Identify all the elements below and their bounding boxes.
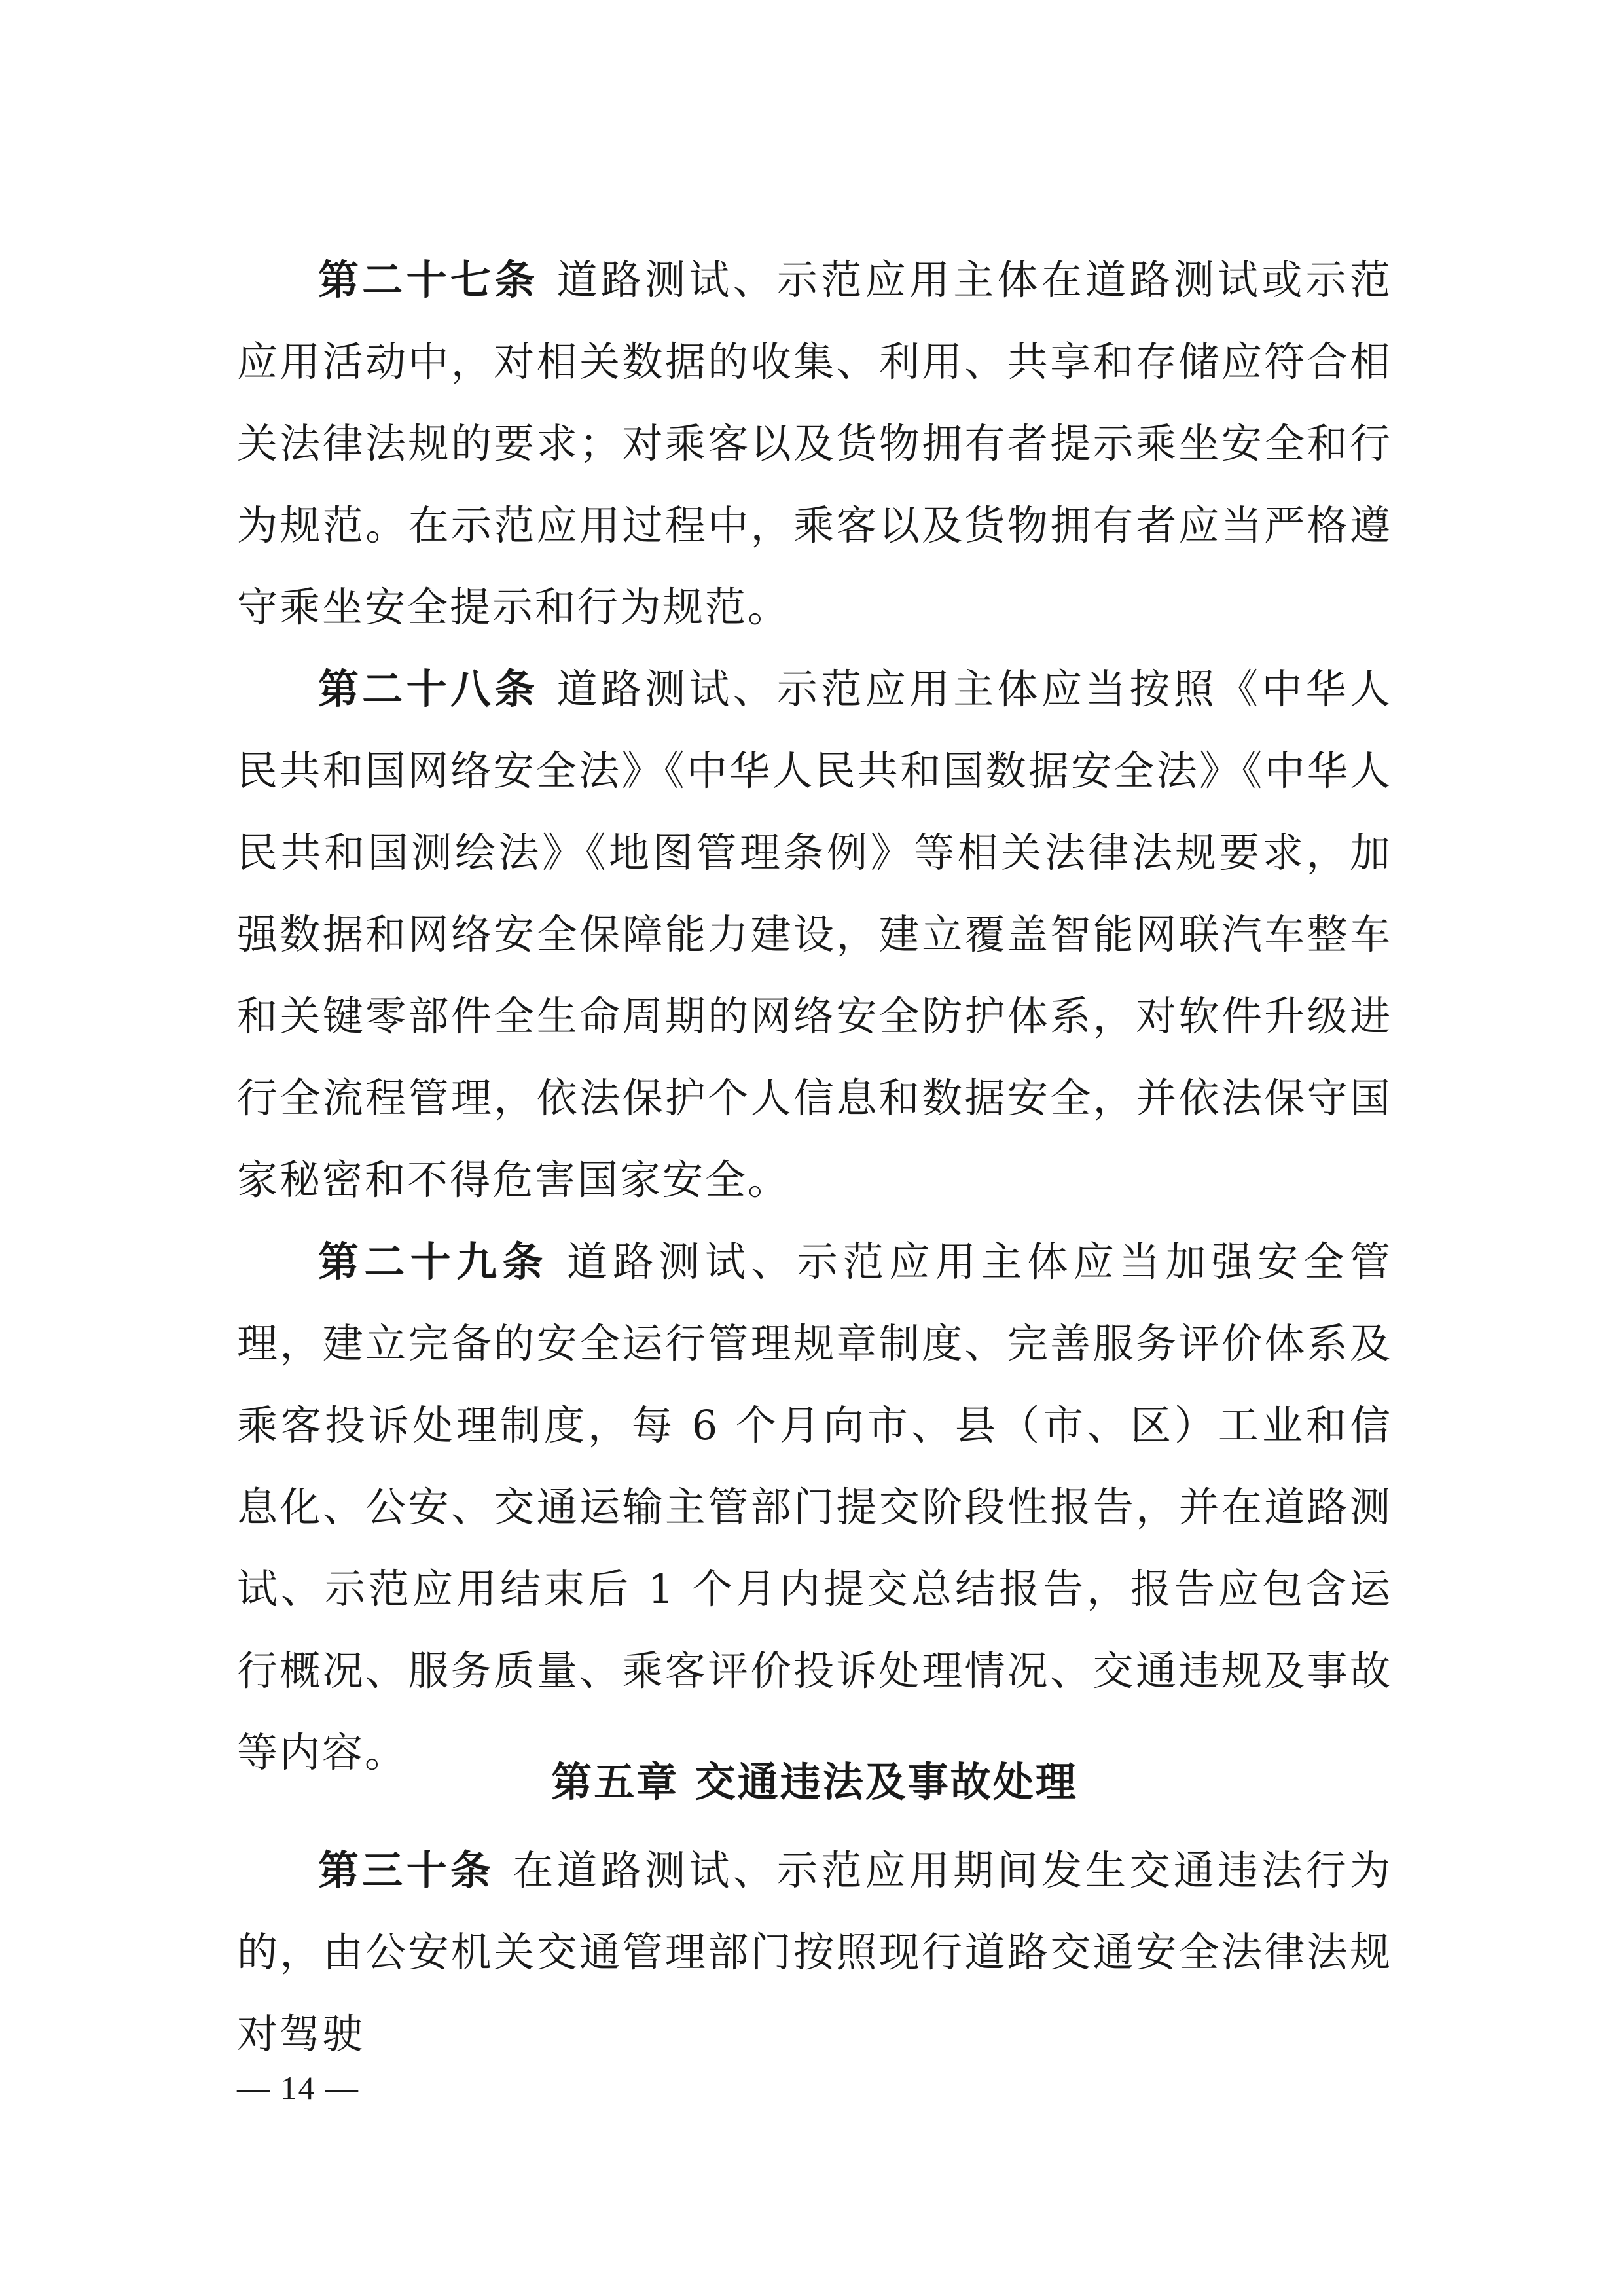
article-29: [237, 1221, 1392, 1793]
article-27: [237, 239, 1392, 648]
article-28: [237, 648, 1392, 1221]
articles-bottom: [237, 1829, 1392, 2075]
article-30-body: 在道路测试、示范应用期间发生交通违法行为的，由公安机关交通管理部门按照现行道路交通安全法律法规对驾驶: [237, 1846, 1392, 2058]
article-27-heading: 第二十七条: [318, 256, 539, 304]
articles-top: [237, 239, 1392, 1793]
article-28-body: 道路测试、示范应用主体应当按照《中华人民共和国网络安全法》《中华人民共和国数据安全法》《中华人民共和国测绘法》《地图管理条例》等相关法律法规要求，加强数据和网络安全保障能力建设，建立覆盖智能网联汽车整车和关键零部件全生命周期的网络安全防护体系，对软件升级进行全流程管理，依法保护个人信息和数据安全，并依法保守国家秘密和不得危害国家安全。: [237, 665, 1392, 1204]
chapter-title: 第五章 交通违法及事故处理: [551, 1758, 1078, 1806]
article-28-heading: 第二十八条: [318, 665, 539, 713]
page-number: — 14 —: [237, 2070, 359, 2106]
article-30-heading: 第三十条: [318, 1846, 495, 1894]
article-27-body: 道路测试、示范应用主体在道路测试或示范应用活动中，对相关数据的收集、利用、共享和存储应符合相关法律法规的要求；对乘客以及货物拥有者提示乘坐安全和行为规范。在示范应用过程中，乘客以及货物拥有者应当严格遵守乘坐安全提示和行为规范。: [237, 256, 1392, 631]
article-30: [237, 1829, 1392, 2075]
article-29-body: 道路测试、示范应用主体应当加强安全管理，建立完备的安全运行管理规章制度、完善服务评价体系及乘客投诉处理制度，每 6 个月向市、县（市、区）工业和信息化、公安、交通运输主管部门提交阶段性报告，并在道路测试、示范应用结束后 1 个月内提交总结报告，报告应包含运行概况、服务质量、乘客评价投诉处理情况、交通违规及事故等内容。: [237, 1238, 1392, 1776]
article-29-heading: 第二十九条: [318, 1238, 549, 1285]
